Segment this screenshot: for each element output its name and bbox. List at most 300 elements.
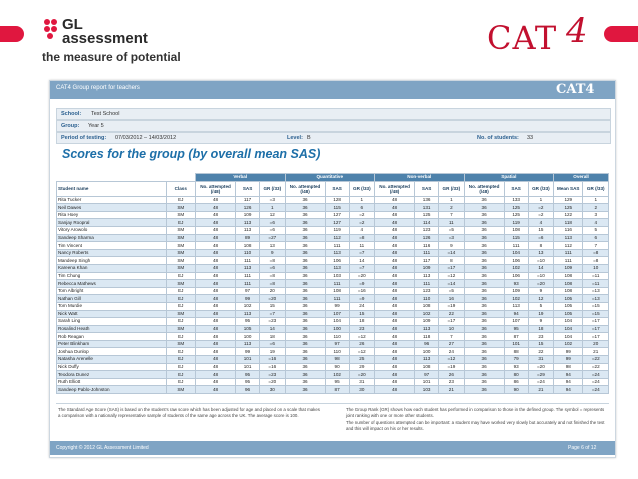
score-cell: 113 — [236, 310, 260, 318]
col-gr: GR (/33) — [528, 181, 553, 196]
score-cell: 1 — [260, 204, 285, 212]
score-cell: 36 — [464, 371, 504, 379]
table-row — [57, 340, 609, 348]
class-cell: EJ — [166, 287, 195, 295]
class-cell: EJ — [166, 295, 195, 303]
score-cell: 116 — [415, 242, 439, 250]
score-cell: 2 — [583, 204, 609, 212]
score-cell: 104 — [554, 333, 583, 341]
report-header-title: CAT4 Group report for teachers — [56, 85, 140, 91]
score-cell: 48 — [375, 196, 415, 204]
score-cell: 79 — [504, 356, 528, 364]
score-cell: =16 — [260, 356, 285, 364]
score-cell: 95 — [236, 371, 260, 379]
score-cell: =7 — [260, 310, 285, 318]
class-cell: EJ — [166, 348, 195, 356]
score-cell: 36 — [285, 386, 325, 394]
table-row — [57, 302, 609, 310]
score-cell: 94 — [554, 386, 583, 394]
score-cell: 48 — [375, 204, 415, 212]
score-cell: 10 — [439, 325, 464, 333]
score-cell: =5 — [439, 226, 464, 234]
score-cell: 7 — [439, 211, 464, 219]
score-cell: 123 — [415, 226, 439, 234]
score-cell: =29 — [528, 371, 553, 379]
score-cell: 36 — [285, 226, 325, 234]
score-cell: =7 — [349, 249, 374, 257]
score-cell: 48 — [195, 378, 235, 386]
score-cell: 2 — [439, 204, 464, 212]
col-sas: SAS — [325, 181, 349, 196]
score-cell: 36 — [285, 242, 325, 250]
score-cell: 99 — [236, 295, 260, 303]
score-cell: 36 — [464, 386, 504, 394]
student-name-cell: Nancy Roberts — [57, 249, 167, 257]
score-cell: 133 — [504, 196, 528, 204]
score-cell: 107 — [504, 318, 528, 326]
report-header-logo: CAT4 — [556, 82, 595, 97]
score-cell: 109 — [415, 318, 439, 326]
score-cell: 36 — [285, 378, 325, 386]
table-row — [57, 348, 609, 356]
score-cell: 36 — [464, 378, 504, 386]
score-cell: 113 — [554, 234, 583, 242]
class-cell: EJ — [166, 302, 195, 310]
col-attempted: No. attempted (/48) — [375, 181, 415, 196]
left-accent-bar — [0, 26, 24, 42]
class-cell: SM — [166, 234, 195, 242]
score-cell: 1 — [528, 196, 553, 204]
score-cell: =12 — [349, 333, 374, 341]
score-cell: 105 — [554, 295, 583, 303]
score-cell: 36 — [285, 363, 325, 371]
class-cell: EJ — [166, 196, 195, 204]
table-row — [57, 310, 609, 318]
score-cell: 108 — [554, 287, 583, 295]
score-cell: 94 — [554, 371, 583, 379]
score-cell: 102 — [236, 302, 260, 310]
class-cell: SM — [166, 242, 195, 250]
score-cell: =2 — [349, 211, 374, 219]
score-cell: 110 — [415, 295, 439, 303]
student-name-cell: Sarah Ling — [57, 318, 167, 326]
table-row — [57, 196, 609, 204]
class-cell: EJ — [166, 378, 195, 386]
score-cell: 94 — [554, 378, 583, 386]
score-cell: =14 — [439, 280, 464, 288]
score-cell: =20 — [349, 272, 374, 280]
score-cell: 36 — [464, 257, 504, 265]
score-cell: 36 — [464, 348, 504, 356]
score-cell: 107 — [325, 310, 349, 318]
score-cell: 48 — [195, 219, 235, 227]
score-cell: =24 — [528, 378, 553, 386]
score-cell: 100 — [325, 325, 349, 333]
table-row — [57, 333, 609, 341]
score-cell: 6 — [583, 234, 609, 242]
student-name-cell: Joshua Dunlop — [57, 348, 167, 356]
score-cell: 48 — [375, 363, 415, 371]
score-cell: =9 — [349, 280, 374, 288]
score-cell: 48 — [195, 325, 235, 333]
score-cell: 10 — [583, 264, 609, 272]
score-cell: 21 — [528, 386, 553, 394]
score-cell: 31 — [528, 356, 553, 364]
footnote-attempted: The number of questions attempted can be important: a student may have worked very slowly but accurately and not finished the test and this will impact on his or her results. — [346, 420, 605, 431]
group-header-nonverbal: Non-verbal — [375, 174, 465, 182]
score-cell: 101 — [236, 363, 260, 371]
score-cell: 36 — [285, 348, 325, 356]
score-cell: 111 — [554, 257, 583, 265]
score-cell: =6 — [260, 226, 285, 234]
score-cell: 111 — [504, 242, 528, 250]
group-header-spatial: Spatial — [464, 174, 554, 182]
col-sas: SAS — [504, 181, 528, 196]
score-cell: 97 — [325, 340, 349, 348]
table-row — [57, 249, 609, 257]
col-attempted: No. attempted (/48) — [285, 181, 325, 196]
score-cell: 6 — [349, 204, 374, 212]
score-cell: 111 — [325, 242, 349, 250]
class-cell: SM — [166, 280, 195, 288]
score-cell: 89 — [236, 234, 260, 242]
class-cell: SM — [166, 211, 195, 219]
score-cell: 90 — [325, 363, 349, 371]
score-cell: =13 — [583, 287, 609, 295]
score-cell: =9 — [349, 295, 374, 303]
score-cell: =20 — [528, 363, 553, 371]
score-cell: =24 — [583, 378, 609, 386]
score-cell: 106 — [504, 257, 528, 265]
score-cell: 36 — [464, 325, 504, 333]
score-cell: 36 — [464, 204, 504, 212]
score-cell: =7 — [349, 264, 374, 272]
col-gr: GR (/33) — [349, 181, 374, 196]
score-cell: 48 — [375, 325, 415, 333]
score-cell: 36 — [285, 295, 325, 303]
table-row — [57, 295, 609, 303]
group-header-quantitative: Quantitative — [285, 174, 375, 182]
col-mean-sas: Mean SAS — [554, 181, 583, 196]
student-name-cell: Sandeep Sharma — [57, 234, 167, 242]
score-cell: 36 — [464, 302, 504, 310]
score-cell: 88 — [504, 348, 528, 356]
score-cell: 25 — [349, 356, 374, 364]
score-cell: 36 — [285, 249, 325, 257]
score-cell: 95 — [325, 378, 349, 386]
score-cell: 93 — [504, 280, 528, 288]
score-cell: 19 — [528, 310, 553, 318]
score-cell: 131 — [415, 204, 439, 212]
student-name-cell: Tim Vincent — [57, 242, 167, 250]
score-cell: 117 — [415, 257, 439, 265]
score-cell: 48 — [375, 219, 415, 227]
score-cell: 108 — [325, 287, 349, 295]
score-cell: =14 — [439, 249, 464, 257]
score-cell: 1 — [439, 196, 464, 204]
period-row — [56, 132, 611, 144]
score-cell: 118 — [554, 219, 583, 227]
score-cell: 104 — [504, 249, 528, 257]
group-row — [56, 120, 611, 132]
class-cell: EJ — [166, 333, 195, 341]
score-cell: 36 — [285, 302, 325, 310]
school-value: Test School — [91, 111, 120, 117]
scores-table — [56, 173, 609, 394]
student-name-cell: Ruth Elliott — [57, 378, 167, 386]
score-cell: =15 — [583, 302, 609, 310]
score-cell: 113 — [236, 219, 260, 227]
score-cell: 15 — [349, 310, 374, 318]
footnotes — [56, 403, 609, 432]
score-cell: =8 — [260, 257, 285, 265]
table-row — [57, 378, 609, 386]
score-cell: 125 — [554, 204, 583, 212]
class-cell: SM — [166, 386, 195, 394]
score-cell: 102 — [504, 264, 528, 272]
score-cell: 109 — [415, 264, 439, 272]
score-cell: 104 — [554, 325, 583, 333]
score-cell: =19 — [439, 363, 464, 371]
score-cell: 13 — [260, 242, 285, 250]
score-cell: 36 — [285, 264, 325, 272]
score-cell: =17 — [583, 325, 609, 333]
score-cell: 111 — [236, 280, 260, 288]
score-cell: 104 — [325, 318, 349, 326]
student-name-cell: Peter Blinkham — [57, 340, 167, 348]
score-cell: =15 — [583, 310, 609, 318]
score-cell: =8 — [260, 280, 285, 288]
class-cell: EJ — [166, 219, 195, 227]
score-cell: 48 — [375, 264, 415, 272]
report-page — [49, 80, 616, 458]
score-cell: 109 — [554, 264, 583, 272]
score-cell: 22 — [528, 348, 553, 356]
copyright-text: Copyright © 2012 GL Assessment Limited — [56, 445, 149, 451]
score-cell: 36 — [285, 340, 325, 348]
score-cell: 48 — [375, 302, 415, 310]
score-cell: 48 — [375, 310, 415, 318]
score-cell: 87 — [325, 386, 349, 394]
score-cell: 119 — [504, 219, 528, 227]
score-cell: 26 — [349, 340, 374, 348]
score-cell: =22 — [583, 363, 609, 371]
score-cell: 36 — [464, 287, 504, 295]
score-cell: =17 — [583, 318, 609, 326]
score-cell: =19 — [439, 302, 464, 310]
score-cell: 36 — [464, 249, 504, 257]
score-cell: 109 — [236, 211, 260, 219]
score-cell: 36 — [464, 196, 504, 204]
class-cell: SM — [166, 310, 195, 318]
score-cell: 97 — [236, 287, 260, 295]
group-header-verbal: Verbal — [195, 174, 285, 182]
score-cell: 24 — [349, 302, 374, 310]
score-cell: 99 — [236, 348, 260, 356]
score-cell: 22 — [439, 310, 464, 318]
score-cell: =12 — [439, 272, 464, 280]
report-header-bar — [50, 81, 615, 99]
score-cell: 86 — [504, 378, 528, 386]
table-row — [57, 287, 609, 295]
score-cell: 125 — [504, 204, 528, 212]
score-cell: 48 — [375, 257, 415, 265]
score-cell: 113 — [415, 325, 439, 333]
score-cell: 108 — [504, 226, 528, 234]
class-cell: SM — [166, 264, 195, 272]
score-cell: 48 — [195, 242, 235, 250]
score-cell: =8 — [349, 234, 374, 242]
score-cell: 48 — [195, 340, 235, 348]
score-cell: 111 — [415, 280, 439, 288]
student-name-cell: Nick Duffy — [57, 363, 167, 371]
score-cell: 103 — [325, 272, 349, 280]
score-cell: 9 — [528, 287, 553, 295]
score-cell: 102 — [415, 310, 439, 318]
col-gr: GR (/33) — [260, 181, 285, 196]
score-cell: =6 — [260, 219, 285, 227]
class-cell: EJ — [166, 272, 195, 280]
score-cell: 113 — [236, 264, 260, 272]
score-cell: 97 — [415, 371, 439, 379]
score-cell: 21 — [583, 348, 609, 356]
score-cell: 48 — [375, 318, 415, 326]
score-cell: 80 — [504, 371, 528, 379]
score-cell: 36 — [464, 363, 504, 371]
score-cell: 48 — [375, 211, 415, 219]
class-cell: EJ — [166, 356, 195, 364]
score-cell: 5 — [583, 226, 609, 234]
score-cell: 108 — [554, 280, 583, 288]
score-cell: 36 — [285, 287, 325, 295]
score-cell: 48 — [195, 295, 235, 303]
score-cell: 102 — [504, 295, 528, 303]
report-footer-bar — [50, 441, 615, 455]
score-cell: 21 — [439, 386, 464, 394]
score-cell: 36 — [464, 295, 504, 303]
score-cell: 20 — [583, 340, 609, 348]
col-gr: GR (/33) — [439, 181, 464, 196]
score-cell: 113 — [325, 249, 349, 257]
score-cell: 127 — [325, 219, 349, 227]
score-cell: 8 — [528, 242, 553, 250]
class-cell: SM — [166, 257, 195, 265]
score-cell: 111 — [236, 272, 260, 280]
score-cell: 9 — [528, 318, 553, 326]
score-cell: 105 — [554, 310, 583, 318]
score-cell: 48 — [195, 363, 235, 371]
score-cell: 95 — [504, 325, 528, 333]
score-cell: 101 — [236, 356, 260, 364]
score-cell: 48 — [195, 302, 235, 310]
level-value: B — [307, 135, 311, 141]
score-cell: 48 — [195, 226, 235, 234]
score-cell: 117 — [236, 196, 260, 204]
score-cell: 48 — [375, 234, 415, 242]
period-label: Period of testing: — [61, 135, 107, 141]
score-cell: 98 — [325, 356, 349, 364]
score-cell: 48 — [195, 234, 235, 242]
student-name-cell: Tom Murdie — [57, 302, 167, 310]
score-cell: 1 — [349, 196, 374, 204]
score-cell: =24 — [583, 371, 609, 379]
score-cell: =6 — [260, 340, 285, 348]
score-cell: 48 — [195, 310, 235, 318]
score-cell: 30 — [260, 386, 285, 394]
score-cell: 4 — [349, 226, 374, 234]
score-cell: 48 — [375, 356, 415, 364]
score-cell: 15 — [260, 302, 285, 310]
score-cell: 16 — [439, 295, 464, 303]
score-cell: 36 — [464, 272, 504, 280]
score-cell: =20 — [260, 378, 285, 386]
score-cell: 20 — [260, 287, 285, 295]
score-cell: 122 — [554, 211, 583, 219]
score-cell: =17 — [439, 264, 464, 272]
score-cell: 125 — [504, 211, 528, 219]
score-cell: 36 — [285, 333, 325, 341]
class-cell: SM — [166, 340, 195, 348]
score-cell: 36 — [285, 318, 325, 326]
score-cell: 104 — [554, 318, 583, 326]
table-row — [57, 234, 609, 242]
score-cell: 48 — [375, 371, 415, 379]
student-name-cell: Mandeep Singh — [57, 257, 167, 265]
score-cell: 36 — [464, 219, 504, 227]
score-cell: 99 — [554, 348, 583, 356]
score-cell: 119 — [325, 226, 349, 234]
score-cell: 7 — [583, 242, 609, 250]
school-label: School: — [61, 111, 82, 117]
score-cell: 48 — [195, 249, 235, 257]
score-cell: =5 — [439, 287, 464, 295]
score-cell: 36 — [464, 340, 504, 348]
score-cell: =22 — [583, 356, 609, 364]
score-cell: 113 — [415, 272, 439, 280]
score-cell: 36 — [285, 272, 325, 280]
student-name-cell: Nick Watt — [57, 310, 167, 318]
score-cell: 93 — [504, 363, 528, 371]
score-cell: 5 — [528, 302, 553, 310]
score-cell: 36 — [285, 325, 325, 333]
score-cell: =8 — [260, 272, 285, 280]
score-cell: =27 — [260, 234, 285, 242]
brand-assessment: assessment — [62, 30, 148, 47]
score-cell: =3 — [260, 196, 285, 204]
score-cell: 48 — [375, 226, 415, 234]
score-cell: =11 — [583, 280, 609, 288]
score-cell: =24 — [583, 386, 609, 394]
students-value: 33 — [527, 135, 534, 141]
cat4-logo: CAT — [487, 19, 558, 57]
score-cell: 110 — [236, 249, 260, 257]
class-cell: EJ — [166, 363, 195, 371]
score-cell: 106 — [325, 257, 349, 265]
school-row — [56, 108, 611, 120]
score-cell: 111 — [325, 280, 349, 288]
score-cell: =11 — [583, 272, 609, 280]
score-cell: 48 — [375, 287, 415, 295]
score-cell: =20 — [260, 295, 285, 303]
score-cell: =23 — [260, 318, 285, 326]
score-cell: =17 — [583, 333, 609, 341]
score-cell: 111 — [236, 257, 260, 265]
score-cell: 48 — [195, 371, 235, 379]
score-cell: 18 — [260, 333, 285, 341]
score-cell: 108 — [554, 272, 583, 280]
score-cell: 48 — [195, 386, 235, 394]
score-cell: 96 — [236, 386, 260, 394]
